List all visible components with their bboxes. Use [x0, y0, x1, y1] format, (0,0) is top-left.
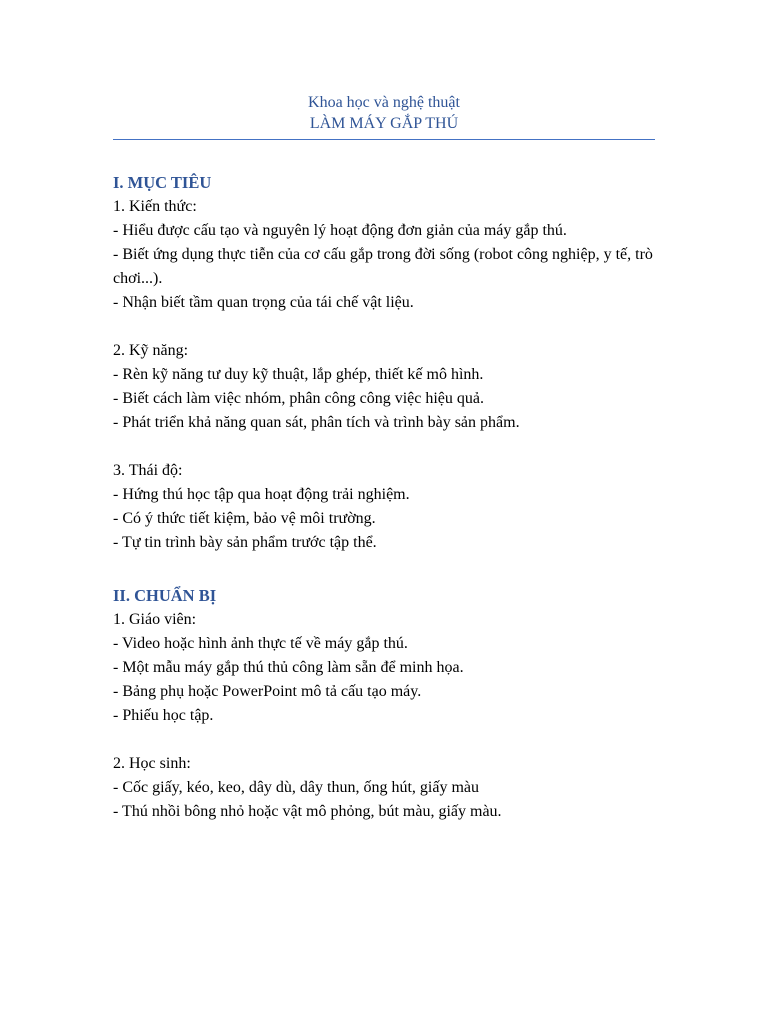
- teacher-title: 1. Giáo viên:: [113, 611, 197, 628]
- section-heading-preparation: II. CHUẨN BỊ: [113, 586, 217, 605]
- list-item: - Hiểu được cấu tạo và nguyên lý hoạt động đơn giản của máy gắp thú.: [113, 222, 567, 239]
- document-page: [113, 92, 655, 824]
- skills-block: [113, 339, 655, 435]
- students-title: 2. Học sinh:: [113, 755, 191, 772]
- document-title: LÀM MÁY GẮP THÚ: [309, 115, 459, 132]
- list-item: - Bảng phụ hoặc PowerPoint mô tả cấu tạo máy.: [113, 683, 422, 700]
- section-heading-objectives: I. MỤC TIÊU: [113, 173, 212, 192]
- section-preparation: [113, 584, 655, 824]
- list-item: - Một mẫu máy gắp thú thủ công làm sẵn để minh họa.: [113, 659, 464, 676]
- attitude-title: 3. Thái độ:: [113, 462, 183, 479]
- header-divider: [113, 139, 655, 140]
- knowledge-block: [113, 195, 655, 315]
- skills-title: 2. Kỹ năng:: [113, 342, 189, 359]
- list-item: - Tự tin trình bày sản phẩm trước tập thể.: [113, 534, 377, 551]
- list-item: - Rèn kỹ năng tư duy kỹ thuật, lắp ghép, thiết kế mô hình.: [113, 366, 484, 383]
- document-subject: Khoa học và nghệ thuật: [308, 94, 460, 111]
- list-item: - Nhận biết tầm quan trọng của tái chế vật liệu.: [113, 294, 414, 311]
- list-item: - Phiếu học tập.: [113, 707, 214, 724]
- document-header: [113, 92, 655, 134]
- list-item: - Cốc giấy, kéo, keo, dây dù, dây thun, ống hút, giấy màu: [113, 779, 479, 796]
- list-item: - Có ý thức tiết kiệm, bảo vệ môi trường.: [113, 510, 376, 527]
- list-item: - Video hoặc hình ảnh thực tế về máy gắp thú.: [113, 635, 408, 652]
- attitude-block: [113, 459, 655, 555]
- list-item: - Biết cách làm việc nhóm, phân công công việc hiệu quả.: [113, 390, 484, 407]
- list-item: - Biết ứng dụng thực tiễn của cơ cấu gắp trong đời sống (robot công nghiệp, y tế, trò chơi...).: [113, 246, 653, 287]
- list-item: - Hứng thú học tập qua hoạt động trải nghiệm.: [113, 486, 410, 503]
- teacher-block: [113, 608, 655, 728]
- list-item: - Thú nhồi bông nhỏ hoặc vật mô phỏng, bút màu, giấy màu.: [113, 803, 502, 820]
- knowledge-title: 1. Kiến thức:: [113, 198, 197, 215]
- list-item: - Phát triển khả năng quan sát, phân tích và trình bày sản phẩm.: [113, 414, 520, 431]
- section-objectives: [113, 171, 655, 555]
- students-block: [113, 752, 655, 824]
